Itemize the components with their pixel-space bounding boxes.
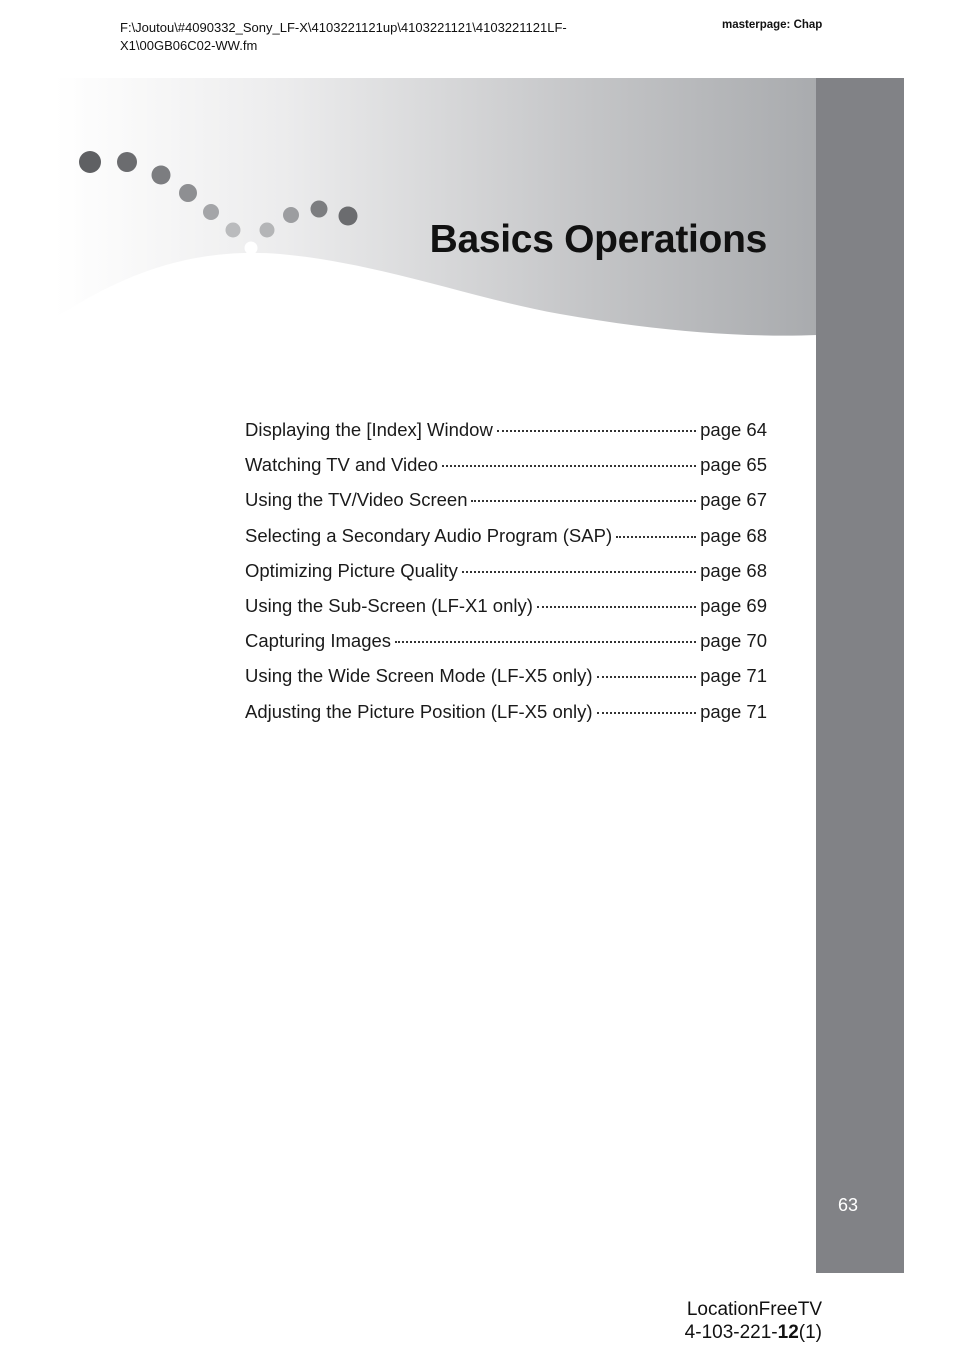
chapter-title: Basics Operations bbox=[429, 218, 767, 261]
chapter-side-tab bbox=[816, 78, 904, 1273]
toc-dot-leader bbox=[597, 712, 697, 714]
chapter-banner bbox=[0, 78, 817, 338]
toc-dot-leader bbox=[537, 606, 696, 608]
toc-entry-page: page 71 bbox=[700, 700, 767, 722]
toc-entry-title: Capturing Images bbox=[245, 630, 392, 652]
decorative-dots-icon bbox=[0, 78, 400, 348]
table-of-contents bbox=[245, 419, 767, 736]
toc-entry[interactable] bbox=[245, 701, 767, 736]
toc-dot-leader bbox=[442, 465, 696, 467]
masterpage-label: masterpage: Chap bbox=[722, 19, 823, 31]
footer bbox=[685, 1298, 822, 1344]
toc-entry[interactable] bbox=[245, 595, 767, 630]
toc-entry-page: page 70 bbox=[700, 630, 767, 652]
toc-entry-title: Using the Sub-Screen (LF-X1 only) bbox=[245, 594, 533, 616]
toc-dot-leader bbox=[395, 641, 696, 643]
toc-entry[interactable] bbox=[245, 525, 767, 560]
toc-entry[interactable] bbox=[245, 489, 767, 524]
toc-entry-title: Using the Wide Screen Mode (LF-X5 only) bbox=[245, 665, 593, 687]
file-path bbox=[120, 19, 680, 55]
toc-entry-page: page 68 bbox=[700, 559, 767, 581]
toc-dot-leader bbox=[616, 536, 696, 538]
footer-product: LocationFreeTV bbox=[686, 1299, 822, 1320]
toc-entry-title: Selecting a Secondary Audio Program (SAP) bbox=[245, 524, 613, 546]
toc-entry-title: Watching TV and Video bbox=[245, 454, 439, 476]
footer-code-prefix: 4-103-221- bbox=[684, 1322, 778, 1343]
toc-entry[interactable] bbox=[245, 630, 767, 665]
toc-dot-leader bbox=[597, 676, 697, 678]
toc-entry-page: page 64 bbox=[700, 419, 767, 440]
toc-entry-title: Adjusting the Picture Position (LF-X5 only) bbox=[245, 700, 593, 722]
page-number: 63 bbox=[837, 1195, 859, 1215]
toc-entry-page: page 68 bbox=[700, 524, 767, 546]
file-path-line-2: X1\00GB06C02-WW.fm bbox=[120, 38, 258, 53]
toc-entry[interactable] bbox=[245, 560, 767, 595]
toc-entry-page: page 65 bbox=[700, 454, 767, 476]
toc-entry-page: page 71 bbox=[700, 665, 767, 687]
toc-entry-title: Optimizing Picture Quality bbox=[245, 559, 458, 581]
toc-entry-title: Displaying the [Index] Window bbox=[245, 419, 493, 440]
toc-dot-leader bbox=[471, 500, 696, 502]
file-path-line-1: F:\Joutou\#4090332_Sony_LF-X\4103221121up\4103221121\4103221121LF- bbox=[120, 20, 567, 35]
toc-dot-leader bbox=[462, 571, 696, 573]
toc-entry[interactable] bbox=[245, 419, 767, 454]
footer-code bbox=[685, 1321, 822, 1344]
toc-entry-title: Using the TV/Video Screen bbox=[245, 489, 468, 511]
footer-code-bold: 12 bbox=[777, 1322, 799, 1343]
toc-entry[interactable] bbox=[245, 665, 767, 700]
toc-dot-leader bbox=[497, 430, 696, 432]
footer-code-suffix: (1) bbox=[798, 1322, 822, 1343]
toc-entry[interactable] bbox=[245, 454, 767, 489]
toc-entry-page: page 67 bbox=[700, 489, 767, 511]
toc-entry-page: page 69 bbox=[700, 594, 767, 616]
